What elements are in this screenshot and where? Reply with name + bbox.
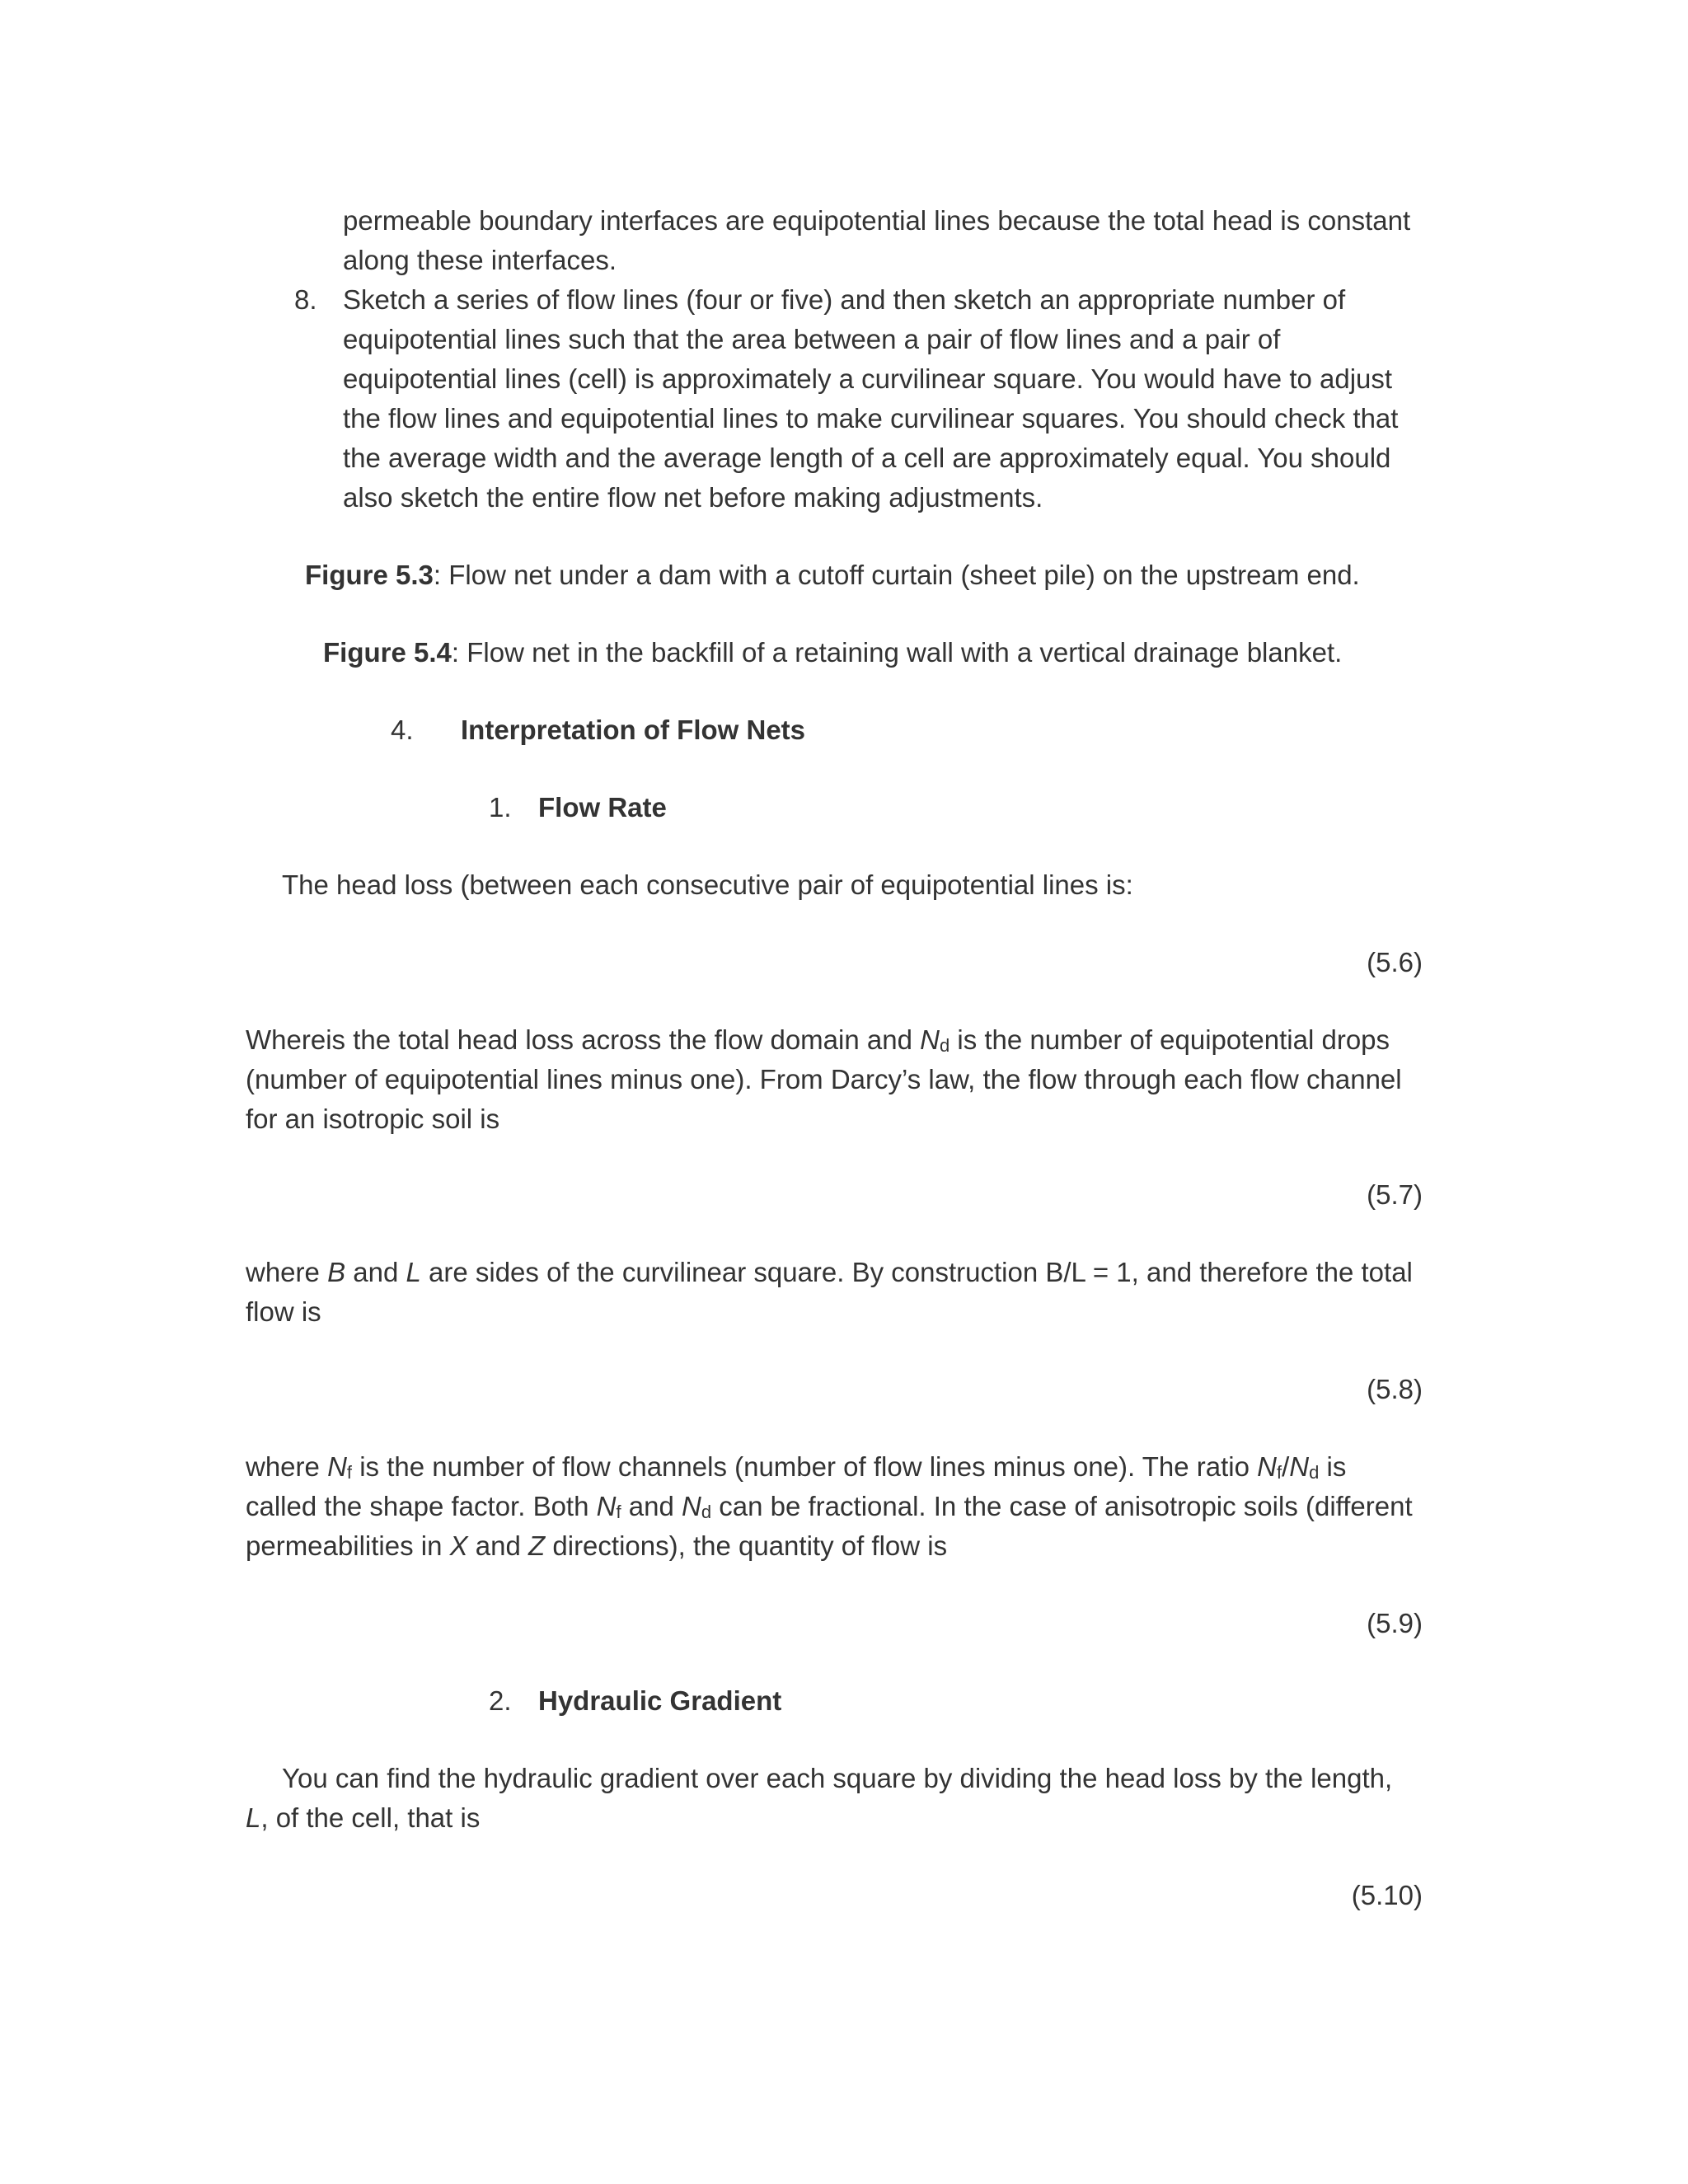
symbol-N: N [596, 1491, 617, 1521]
paragraph-line [246, 1526, 947, 1566]
list-item-line: also sketch the entire flow net before making adjustments. [343, 482, 1043, 513]
symbol-L: L [406, 1257, 421, 1287]
text-run: are sides of the curvilinear square. By construction B/L = 1, and therefore the total [420, 1257, 1413, 1287]
text-run: where [246, 1257, 328, 1287]
subsection-heading: Hydraulic Gradient [538, 1685, 782, 1716]
subsection-heading: Flow Rate [538, 792, 667, 823]
paragraph-line: You can find the hydraulic gradient over each square by dividing the head loss by the length, [282, 1763, 1393, 1793]
text-run: is the number of equipotential drops [950, 1024, 1390, 1055]
subsection-number: 2. [489, 1685, 512, 1716]
text-run: , of the cell, that is [260, 1802, 481, 1833]
text-run: and [467, 1530, 529, 1561]
list-item-line: the flow lines and equipotential lines to make curvilinear squares. You should check that [343, 403, 1399, 434]
section-number: 4. [391, 715, 414, 745]
figure-caption-text: : Flow net under a dam with a cutoff curtain (sheet pile) on the upstream end. [433, 560, 1360, 590]
equation-number: (5.7) [1367, 1179, 1423, 1210]
equation-number: (5.9) [1367, 1608, 1423, 1638]
symbol-Z: Z [528, 1530, 546, 1561]
subscript-d: d [939, 1035, 950, 1056]
paragraph-line [246, 1798, 480, 1838]
text-run: can be fractional. In the case of anisotropic soils (different [711, 1491, 1413, 1521]
subsection-number: 1. [489, 792, 512, 823]
text-run: called the shape factor. Both [246, 1491, 597, 1521]
symbol-N: N [920, 1024, 940, 1055]
text-run: Whereis the total head loss across the flow domain and [246, 1024, 921, 1055]
paragraph-line: The head loss (between each consecutive pair of equipotential lines is: [282, 869, 1133, 900]
paragraph-line [246, 1253, 1413, 1292]
figure-caption-text: : Flow net in the backfill of a retaining wall with a vertical drainage blanket. [451, 637, 1343, 668]
list-item-line: equipotential lines such that the area between a pair of flow lines and a pair of [343, 324, 1281, 354]
text-run: where [246, 1451, 328, 1482]
list-item-continuation-line: along these interfaces. [343, 245, 617, 275]
symbol-N: N [682, 1491, 701, 1521]
figure-caption [323, 633, 1342, 673]
paragraph-line: flow is [246, 1296, 321, 1327]
list-item-number: 8. [294, 284, 317, 315]
subscript-d: d [701, 1502, 712, 1522]
subscript-f: f [1276, 1462, 1282, 1483]
paragraph-line: (number of equipotential lines minus one). From Darcy’s law, the flow through each flow channel [246, 1064, 1402, 1094]
figure-caption [305, 555, 1360, 595]
text-run: is [1319, 1451, 1347, 1482]
symbol-B: B [327, 1257, 346, 1287]
symbol-N: N [1289, 1451, 1310, 1482]
text-run: directions), the quantity of flow is [545, 1530, 948, 1561]
paragraph-line: for an isotropic soil is [246, 1104, 500, 1134]
list-item-line: the average width and the average length of a cell are approximately equal. You should [343, 443, 1391, 473]
figure-label: Figure 5.3 [305, 560, 434, 590]
text-run: and [621, 1491, 682, 1521]
paragraph-line [246, 1447, 1346, 1487]
figure-label: Figure 5.4 [323, 637, 452, 668]
list-item-line: Sketch a series of flow lines (four or five) and then sketch an appropriate number of [343, 284, 1346, 315]
list-item-continuation-line: permeable boundary interfaces are equipotential lines because the total head is constant [343, 205, 1411, 236]
symbol-X: X [449, 1530, 468, 1561]
list-item-line: equipotential lines (cell) is approximately a curvilinear square. You would have to adjust [343, 363, 1393, 394]
section-heading: Interpretation of Flow Nets [461, 715, 806, 745]
text-run: permeabilities in [246, 1530, 450, 1561]
symbol-N: N [327, 1451, 347, 1482]
paragraph-line [246, 1020, 1390, 1060]
symbol-N: N [1257, 1451, 1277, 1482]
subscript-f: f [346, 1462, 353, 1483]
subscript-d: d [1309, 1462, 1320, 1483]
equation-number: (5.6) [1367, 947, 1423, 977]
text-run: / [1282, 1451, 1290, 1482]
text-run: and [345, 1257, 406, 1287]
symbol-L: L [246, 1802, 261, 1833]
equation-number: (5.8) [1367, 1374, 1423, 1404]
subscript-f: f [616, 1502, 621, 1522]
paragraph-line [246, 1487, 1413, 1526]
text-run: is the number of flow channels (number of flow lines minus one). The ratio [352, 1451, 1258, 1482]
equation-number: (5.10) [1351, 1880, 1423, 1910]
